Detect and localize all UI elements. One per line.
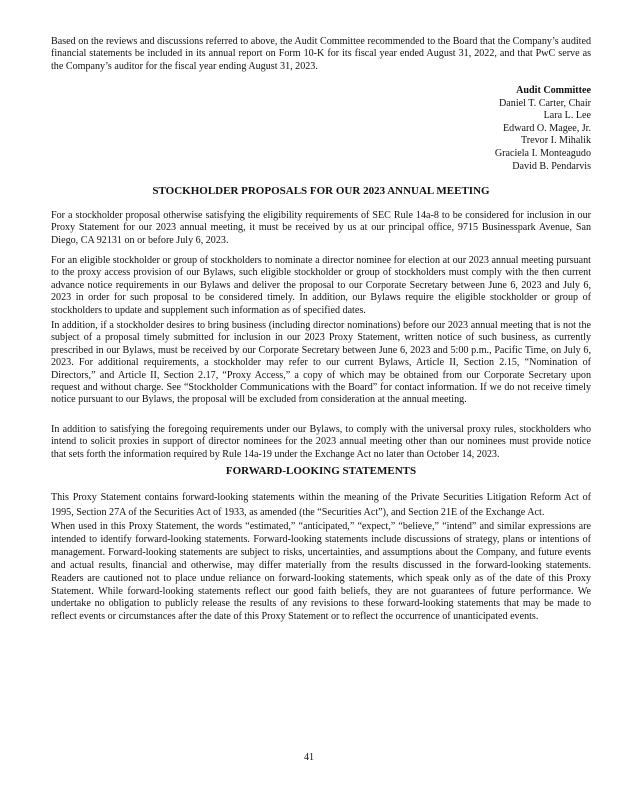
section-heading-forward-looking: FORWARD-LOOKING STATEMENTS: [225, 465, 417, 477]
committee-member: Trevor I. Mihalik: [520, 135, 591, 147]
paragraph: This Proxy Statement contains forward-looking statements within the meaning of the Private Securities Litigation Reform Act of 1995, Section 27A of the Securities Act of 1933, as amended (the “Securities Act”), and Section 21E of the Exchange Act.: [51, 492, 591, 518]
section-heading-stockholder-proposals: STOCKHOLDER PROPOSALS FOR OUR 2023 ANNUAL MEETING: [152, 185, 490, 197]
paragraph: In addition to satisfying the foregoing requirements under our Bylaws, to comply with the universal proxy rules, stockholders who intend to solicit proxies in support of director nominees for the 2023 annual meeting other than our nominees must provide notice that sets forth the information required by Rule 14a-19 under the Exchange Act no later than October 14, 2023.: [51, 424, 591, 460]
paragraph: When used in this Proxy Statement, the words “estimated,” “anticipated,” “expect,” “believe,” “intend” and similar expressions are intended to identify forward-looking statements. Forward-looking statements include discussions of strategy, plans or intentions of management. Forward-looking statements are subject to risks, uncertainties, and assumptions about the Company, and future events and actual results, financial and otherwise, may differ materially from the results discussed in the forward-looking statements. Readers are cautioned not to place undue reliance on forward-looking statements, which speak only as of the date of this Proxy Statement. While forward-looking statements reflect our good faith beliefs, they are not guarantees of future performance. We undertake no obligation to publicly release the results of any revisions to these forward-looking statements that may be made to reflect events or circumstances after the date of this Proxy Statement or to reflect the occurrence of unanticipated events.: [51, 521, 591, 623]
committee-member: Lara L. Lee: [543, 110, 591, 122]
committee-member: Daniel T. Carter, Chair: [499, 97, 591, 109]
paragraph: For an eligible stockholder or group of stockholders to nominate a director nominee for election at our 2023 annual meeting pursuant to the proxy access provision of our Bylaws, such eligible stockholder or group of stockholders must comply with the then current advance notice requirements in our Bylaws and deliver the proposal to our Corporate Secretary between June 6, 2023 and July 6, 2023 in order for such proposal to be considered timely. In addition, our Bylaws require the eligible stockholder or group of stockholders to update and supplement such information as of specified dates.: [51, 255, 591, 316]
committee-member: Graciela I. Monteagudo: [494, 147, 591, 159]
audit-committee-signature: [495, 85, 591, 173]
committee-member: David B. Pendarvis: [512, 160, 591, 172]
committee-title: Audit Committee: [516, 85, 591, 96]
committee-member: Edward O. Magee, Jr.: [502, 122, 591, 134]
intro-paragraph: Based on the reviews and discussions referred to above, the Audit Committee recommended to the Board that the Company’s audited financial statements be included in its annual report on Form 10-K for its fiscal year ended August 31, 2022, and that PwC serve as the Company’s auditor for the fiscal year ending August 31, 2023.: [51, 36, 591, 72]
paragraph: In addition, if a stockholder desires to bring business (including director nominations) before our 2023 annual meeting that is not the subject of a proposal timely submitted for inclusion in our 2023 Proxy Statement, written notice of such business, as currently prescribed in our Bylaws, must be received by our Corporate Secretary between June 6, 2023 and 5:00 p.m., Pacific Time, on July 6, 2023. For additional requirements, a stockholder may refer to our current Bylaws, Article II, Section 2.15, “Nomination of Directors,” and Article II, Section 2.17, “Proxy Access,” a copy of which may be obtained from our Corporate Secretary upon request and without charge. See “Stockholder Communications with the Board” for contact information. If we do not receive timely notice pursuant to our Bylaws, the proposal will be excluded from consideration at the annual meeting.: [51, 320, 591, 406]
page-number: 41: [303, 752, 315, 763]
paragraph: For a stockholder proposal otherwise satisfying the eligibility requirements of SEC Rule 14a-8 to be considered for inclusion in our Proxy Statement for our 2023 annual meeting, it must be received by us at our principal office, 9715 Businesspark Avenue, San Diego, CA 92131 on or before July 6, 2023.: [51, 210, 591, 246]
